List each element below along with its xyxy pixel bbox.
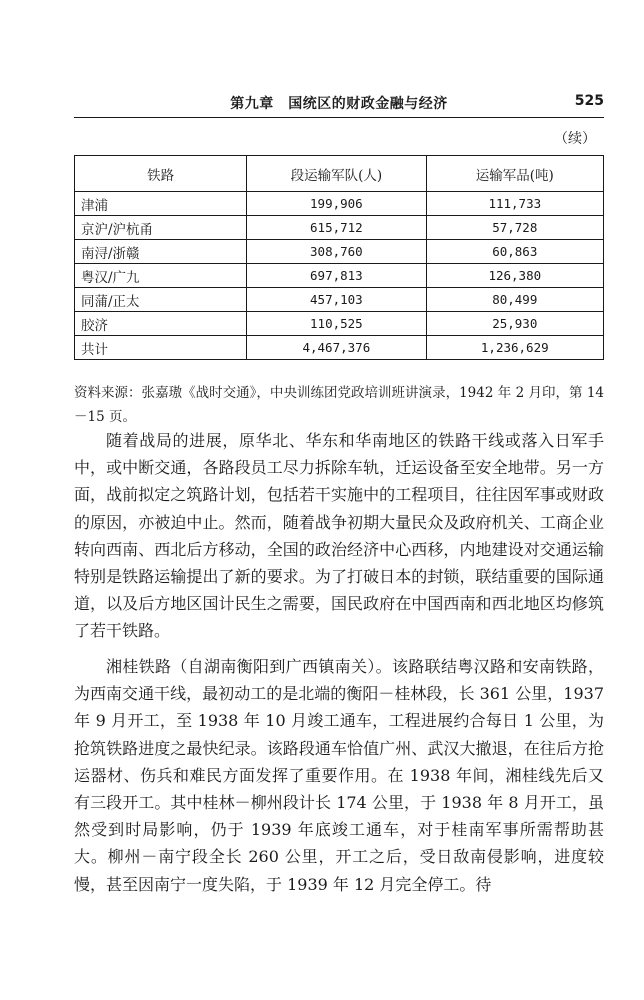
table-row <box>75 288 604 312</box>
column-header-railway: 铁路 <box>75 156 247 192</box>
table-header-row <box>75 156 604 192</box>
table-row <box>75 216 604 240</box>
railway-name: 京沪/沪杭甬 <box>75 216 247 240</box>
railway-name: 同蒲/正太 <box>75 288 247 312</box>
railway-name: 胶济 <box>75 312 247 336</box>
table-row <box>75 192 604 216</box>
table-row <box>75 240 604 264</box>
goods-value: 80,499 <box>426 288 603 312</box>
total-label: 共计 <box>75 336 247 360</box>
header-rule <box>74 117 604 118</box>
railway-transport-table <box>74 155 604 360</box>
source-note: 资料来源：张嘉璈《战时交通》，中央训练团党政培训班讲演录，1942 年 2 月印，第 14－15 页。 <box>74 385 604 425</box>
troops-value: 110,525 <box>247 312 426 336</box>
chapter-title: 第九章 国统区的财政金融与经济 <box>230 96 448 112</box>
table-row <box>75 264 604 288</box>
railway-name: 粤汉/广九 <box>75 264 247 288</box>
goods-value: 60,863 <box>426 240 603 264</box>
troops-value: 697,813 <box>247 264 426 288</box>
column-header-troops: 段运输军队(人) <box>247 156 426 192</box>
troops-value: 457,103 <box>247 288 426 312</box>
goods-value: 25,930 <box>426 312 603 336</box>
continued-label: （续） <box>554 131 596 147</box>
total-goods-value: 1,236,629 <box>426 336 603 360</box>
body-paragraph: 随着战局的进展，原华北、华东和华南地区的铁路干线或落入日军手中，或中断交通，各路段员工尽力拆除车轨，迁运设备至安全地带。另一方面，战前拟定之筑路计划，包括若干实施中的工程项目，往往因军事或财政的原因，亦被迫中止。然而，随着战争初期大量民众及政府机关、工商企业转向西南、西北后方移动，全国的政治经济中心西移，内地建设对交通运输特别是铁路运输提出了新的要求。为了打破日本的封锁，联结重要的国际通道，以及后方地区国计民生之需要，国民政府在中国西南和西北地区均修筑了若干铁路。 <box>74 431 604 641</box>
troops-value: 615,712 <box>247 216 426 240</box>
railway-name: 津浦 <box>75 192 247 216</box>
table-row <box>75 312 604 336</box>
total-troops-value: 4,467,376 <box>247 336 426 360</box>
column-header-goods: 运输军品(吨) <box>426 156 603 192</box>
page-number: 525 <box>574 93 604 109</box>
body-paragraph: 湘桂铁路（自湖南衡阳到广西镇南关）。该路联结粤汉路和安南铁路，为西南交通干线，最初动工的是北端的衡阳－桂林段，长 361 公里，1937 年 9 月开工，至 1938 年 10 月竣工通车，工程进展约合每日 1 公里，为抢筑铁路进度之最快纪录。该路段通车恰值广州、武汉大撤退，在往后方抢运器材、伤兵和难民方面发挥了重要作用。在 1938 年间，湘桂线先后又有三段开工。其中桂林－柳州段计长 174 公里，于 1938 年 8 月开工，虽然受到时局影响，仍于 1939 年底竣工通车，对于桂南军事所需帮助甚大。柳州－南宁段全长 260 公里，开工之后，受日敌南侵影响，进度较慢，甚至因南宁一度失陷，于 1939 年 12 月完全停工。待 <box>74 657 604 894</box>
table-total-row <box>75 336 604 360</box>
running-head <box>74 93 604 117</box>
railway-name: 南浔/浙赣 <box>75 240 247 264</box>
goods-value: 126,380 <box>426 264 603 288</box>
goods-value: 57,728 <box>426 216 603 240</box>
troops-value: 308,760 <box>247 240 426 264</box>
troops-value: 199,906 <box>247 192 426 216</box>
goods-value: 111,733 <box>426 192 603 216</box>
